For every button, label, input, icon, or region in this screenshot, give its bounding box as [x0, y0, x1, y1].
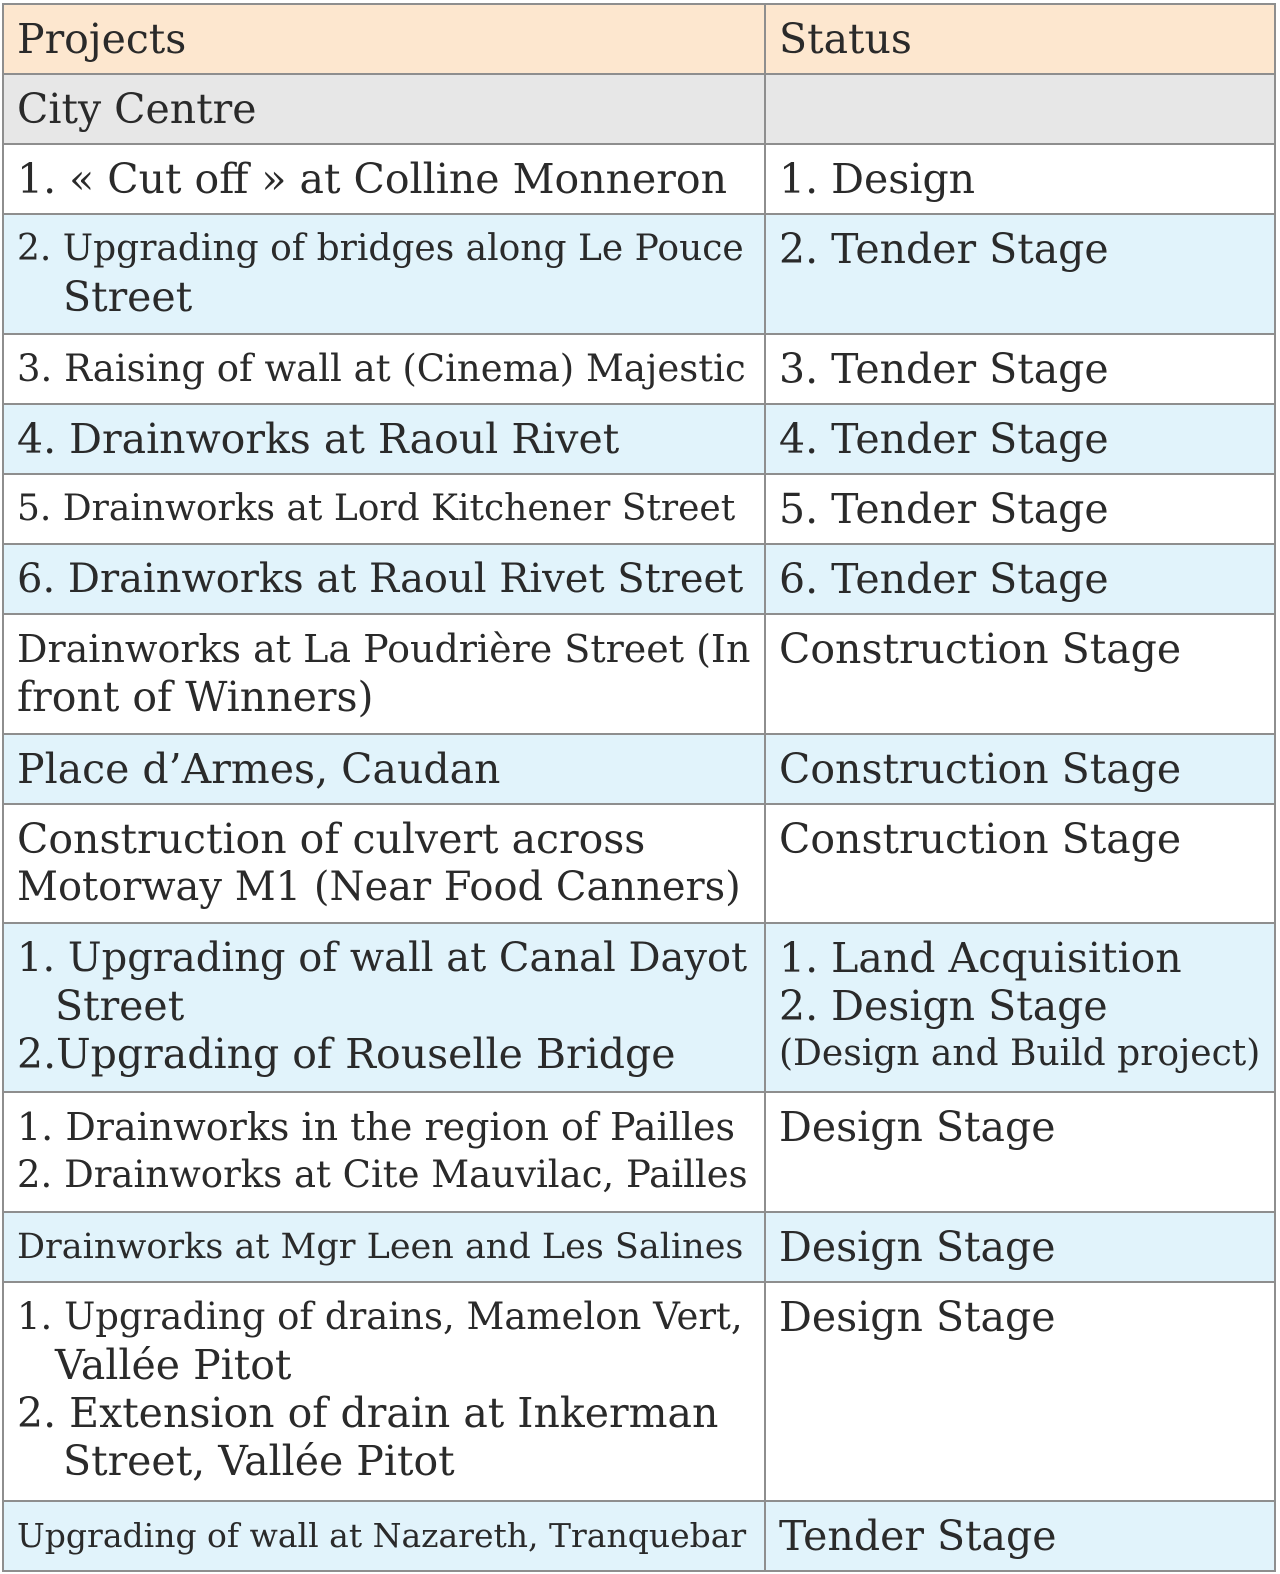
project-line: Construction of culvert across: [17, 815, 646, 863]
project-cell: [3, 144, 765, 214]
table-row: [3, 474, 1275, 544]
project-cell: [3, 404, 765, 474]
project-line: Upgrading of wall at Nazareth, Tranquebar: [17, 1516, 747, 1555]
project-cell: [3, 334, 765, 404]
status-cell: [765, 544, 1275, 614]
status-column-header: Status: [765, 4, 1275, 74]
status-cell: [765, 144, 1275, 214]
project-line: 2. Extension of drain at Inkerman: [17, 1389, 719, 1437]
table-row: [3, 144, 1275, 214]
project-line: Street, Vallée Pitot: [63, 1437, 455, 1485]
status-cell: [765, 614, 1275, 734]
project-cell: [3, 804, 765, 923]
status-line: 2. Design Stage: [779, 982, 1108, 1030]
project-line: Street: [63, 273, 193, 321]
status-line: 1. Design: [779, 155, 976, 203]
status-cell: [765, 734, 1275, 804]
status-line: Construction Stage: [779, 745, 1182, 793]
status-cell: [765, 1092, 1275, 1212]
project-line: front of Winners): [17, 673, 374, 721]
status-cell: [765, 804, 1275, 923]
section-status: [765, 74, 1275, 144]
section-title: City Centre: [3, 74, 765, 144]
status-cell: [765, 474, 1275, 544]
project-cell: [3, 1092, 765, 1212]
section-row: [3, 74, 1275, 144]
status-line: Design Stage: [779, 1223, 1056, 1271]
status-line: 4. Tender Stage: [779, 415, 1109, 463]
project-cell: [3, 1212, 765, 1282]
project-line: Street: [55, 982, 185, 1030]
project-line: 5. Drainworks at Lord Kitchener Street: [17, 488, 736, 529]
project-cell: [3, 474, 765, 544]
table-header-row: [3, 4, 1275, 74]
project-line: 2. Upgrading of bridges along Le Pouce: [17, 228, 744, 269]
project-line: Motorway M1 (Near Food Canners): [17, 864, 741, 910]
projects-column-header: Projects: [3, 4, 765, 74]
project-line: 1. Upgrading of drains, Mamelon Vert,: [17, 1295, 743, 1338]
project-line: 2. Drainworks at Cite Mauvilac, Pailles: [17, 1153, 748, 1196]
status-line: 2. Tender Stage: [779, 225, 1109, 273]
status-cell: [765, 1282, 1275, 1501]
project-cell: [3, 614, 765, 734]
table-row: [3, 1212, 1275, 1282]
status-line: Design Stage: [779, 1103, 1056, 1151]
table-row: [3, 334, 1275, 404]
project-line: 4. Drainworks at Raoul Rivet: [17, 415, 620, 463]
project-line: Place d’Armes, Caudan: [17, 745, 501, 793]
project-line: 6. Drainworks at Raoul Rivet Street: [17, 556, 744, 602]
project-cell: [3, 214, 765, 334]
table-row: [3, 404, 1275, 474]
project-line: Drainworks at Mgr Leen and Les Salines: [17, 1227, 744, 1267]
status-line: 1. Land Acquisition: [779, 934, 1182, 982]
project-line: Vallée Pitot: [55, 1341, 292, 1389]
project-line: 1. Drainworks in the region of Pailles: [17, 1105, 735, 1149]
project-cell: [3, 1282, 765, 1501]
table-row: [3, 1282, 1275, 1501]
status-line: 3. Tender Stage: [779, 345, 1109, 393]
status-line: 5. Tender Stage: [779, 485, 1109, 533]
status-line: Design Stage: [779, 1293, 1056, 1341]
project-cell: [3, 923, 765, 1092]
status-line: Construction Stage: [779, 625, 1182, 673]
project-cell: [3, 734, 765, 804]
project-line: 2.Upgrading of Rouselle Bridge: [17, 1030, 676, 1078]
project-line: 1. Upgrading of wall at Canal Dayot: [17, 935, 748, 981]
status-cell: [765, 214, 1275, 334]
table-row: [3, 1092, 1275, 1212]
table-row: [3, 1501, 1275, 1571]
table-row: [3, 214, 1275, 334]
status-line: Construction Stage: [779, 815, 1182, 863]
table-row: [3, 734, 1275, 804]
table-row: [3, 614, 1275, 734]
project-cell: [3, 544, 765, 614]
status-line: Tender Stage: [779, 1512, 1057, 1560]
status-cell: [765, 1212, 1275, 1282]
table-row: [3, 804, 1275, 923]
status-cell: [765, 334, 1275, 404]
project-line: 3. Raising of wall at (Cinema) Majestic: [17, 347, 746, 390]
status-line: 6. Tender Stage: [779, 555, 1109, 603]
project-cell: [3, 1501, 765, 1571]
status-cell: [765, 1501, 1275, 1571]
status-line: (Design and Build project): [779, 1033, 1261, 1074]
project-line: Drainworks at La Poudrière Street (In: [17, 627, 751, 671]
status-cell: [765, 404, 1275, 474]
projects-status-table: [2, 3, 1276, 1572]
table-row: [3, 544, 1275, 614]
table-row: [3, 923, 1275, 1092]
status-cell: [765, 923, 1275, 1092]
project-line: 1. « Cut off » at Colline Monneron: [17, 155, 727, 203]
